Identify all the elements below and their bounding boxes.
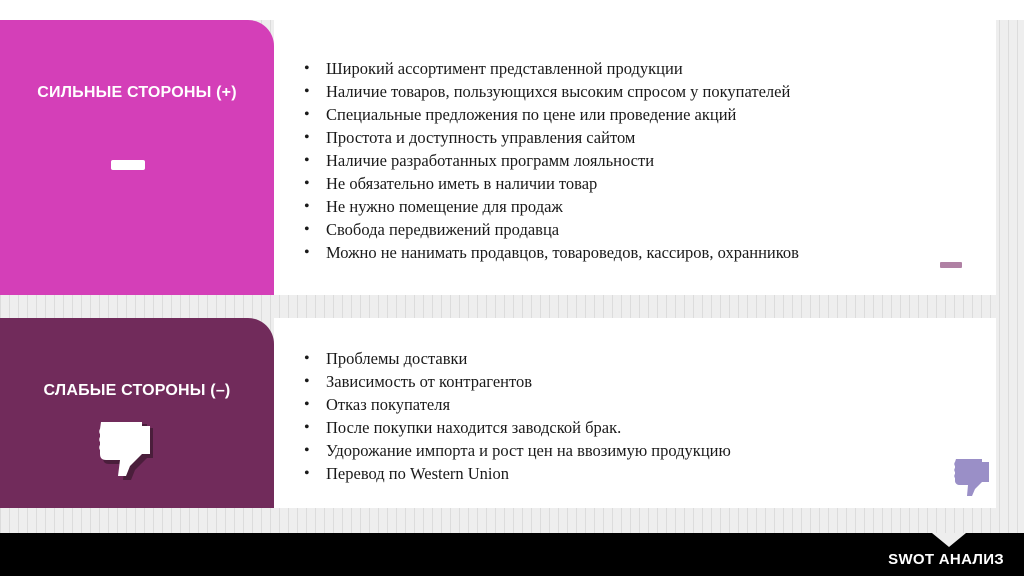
strengths-content [274,20,996,295]
list-item: • Свобода передвижений продавца [304,218,799,241]
list-item: • Отказ покупателя [304,393,731,416]
footer-notch [932,533,966,547]
list-item: • Не нужно помещение для продаж [304,195,799,218]
strengths-label-box [0,20,274,295]
list-item: • Перевод по Western Union [304,462,731,485]
footer-bar [0,533,1024,576]
list-item: • Наличие разработанных программ лояльности [304,149,799,172]
list-item: • После покупки находится заводской брак. [304,416,731,439]
list-item: • Зависимость от контрагентов [304,370,731,393]
weaknesses-list [304,347,731,485]
top-strip [0,0,1024,20]
list-item: • Наличие товаров, пользующихся высоким спросом у покупателей [304,80,799,103]
list-item: • Не обязательно иметь в наличии товар [304,172,799,195]
small-thumbs-down-icon [954,456,992,503]
footer-title: SWOT АНАЛИЗ [888,551,1004,568]
list-item: • Можно не нанимать продавцов, товароведов, кассиров, охранников [304,241,799,264]
strengths-list [304,57,799,264]
small-minus-icon [940,262,962,268]
list-item: • Проблемы доставки [304,347,731,370]
minus-icon [111,160,145,170]
list-item: • Простота и доступность управления сайтом [304,126,799,149]
list-item: • Широкий ассортимент представленной продукции [304,57,799,80]
list-item: • Специальные предложения по цене или проведение акций [304,103,799,126]
strengths-title: СИЛЬНЫЕ СТОРОНЫ (+) [37,84,237,101]
thumbs-down-icon [98,418,158,485]
weaknesses-title: СЛАБЫЕ СТОРОНЫ (–) [43,382,231,399]
list-item: • Удорожание импорта и рост цен на ввозимую продукцию [304,439,731,462]
weaknesses-content [274,318,996,508]
